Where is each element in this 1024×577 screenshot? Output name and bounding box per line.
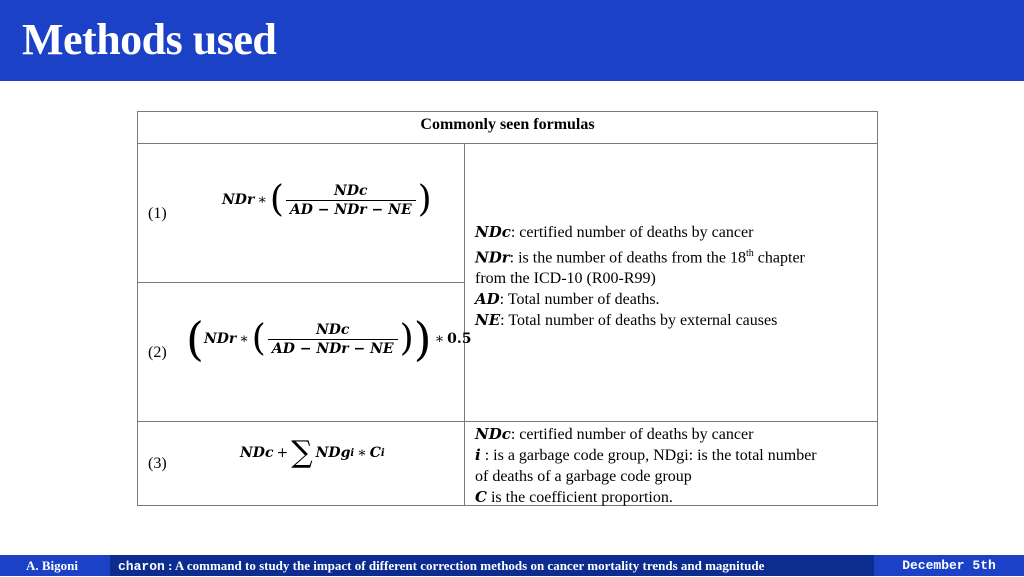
table-divider — [138, 282, 465, 283]
footer-title: charon : A command to study the impact of different correction methods on cancer mortality trends and magnitude — [110, 555, 874, 576]
footer-author: A. Bigoni — [0, 555, 104, 576]
definition-line: NDc: certified number of deaths by cancer — [475, 425, 754, 443]
sum-sign: ∑ — [291, 435, 313, 470]
definition-line: AD: Total number of deaths. — [475, 290, 660, 309]
fraction: $\frac{\text{NDc}}{\text{AD − NDr − NE}}$ — [286, 183, 416, 218]
definition-line: NDc: certified number of deaths by cancer — [475, 223, 754, 241]
definition-line: from the ICD-10 (R00-R99) — [475, 270, 656, 288]
fraction: $\frac{\text{NDc}}{\text{AD − NDr − NE}}$ — [268, 322, 398, 357]
page-title: Methods used — [22, 15, 277, 64]
definition-line: C is the coefficient proportion. — [475, 488, 673, 506]
formula-1: NDr ∗ ( $\frac{\text{NDc}}{\text{AD − NDr − NE}}$ ) — [222, 179, 432, 220]
definition-line: NE: Total number of deaths by external causes — [475, 311, 778, 330]
formula-3: NDc + ∑ NDg i ∗ C i — [240, 435, 385, 470]
definition-line: NDr: is the number of deaths from the 18th chapter — [475, 248, 805, 267]
table-heading: Commonly seen formulas — [420, 116, 595, 133]
formula-number: (3) — [148, 455, 167, 472]
definitions-block — [475, 222, 805, 331]
footer-bar — [0, 555, 1024, 576]
table-divider — [138, 143, 877, 144]
formula-number: (2) — [148, 344, 167, 361]
table-divider — [138, 421, 877, 422]
definitions-block — [475, 424, 817, 508]
footer-date: December 5th — [902, 558, 996, 573]
formula-2: ( NDr ∗ ( $\frac{\text{NDc}}{\text{AD − NDr − NE}}$ ) ) ∗ 0.5 — [186, 312, 472, 366]
formula-number: (1) — [148, 205, 167, 222]
title-bar — [0, 0, 1024, 81]
formulas-table — [137, 111, 878, 506]
definition-line: of deaths of a garbage code group — [475, 468, 692, 485]
definition-line: i : is a garbage code group, NDgi: is the total number — [475, 446, 817, 464]
